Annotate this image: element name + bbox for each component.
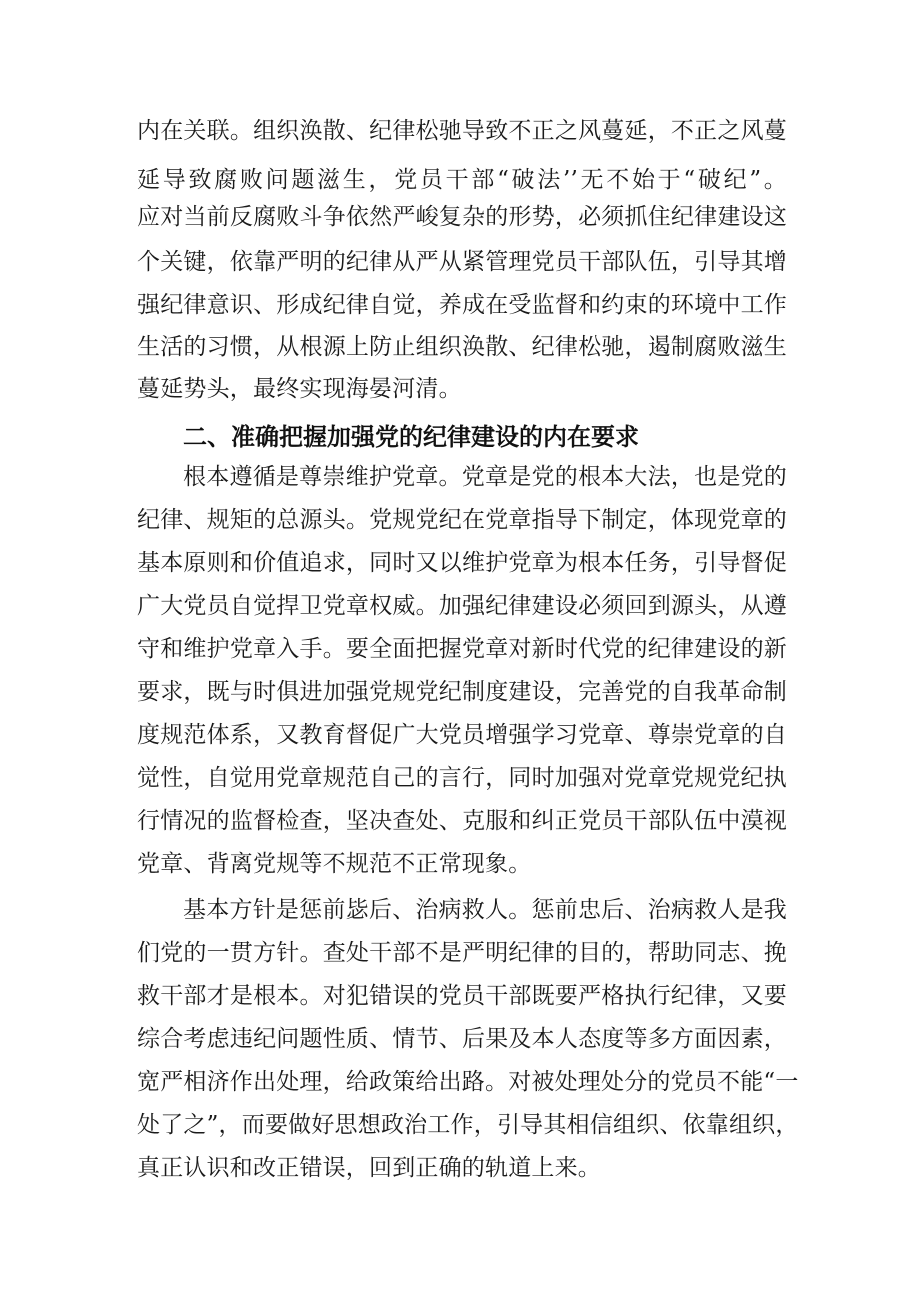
paragraph-line: 纪律、规矩的总源头。党规党纪在党章指导下制定，体现党章的	[137, 507, 787, 533]
paragraph-line: 救干部才是根本。对犯错误的党员干部既要严格执行纪律，又要	[137, 983, 787, 1009]
paragraph-line: 个关键，依靠严明的纪律从严从紧管理党员干部队伍，引导其增	[137, 249, 787, 275]
paragraph-line: 广大党员自觉捍卫党章权威。加强纪律建设必须回到源头，从遵	[137, 593, 787, 619]
paragraph-line: 根本遵循是尊崇维护党章。党章是党的根本大法，也是党的	[183, 464, 787, 490]
paragraph-line: 觉性，自觉用党章规范自己的言行，同时加强对党章党规党纪执	[137, 765, 787, 791]
paragraph-line: 生活的习惯，从根源上防止组织涣散、纪律松驰，遏制腐败滋生	[137, 334, 787, 360]
paragraph-line: 综合考虑违纪问题性质、情节、后果及本人态度等多方面因素，	[137, 1026, 787, 1052]
paragraph-line: 要求，既与时俱进加强党规党纪制度建设，完善党的自我革命制	[137, 679, 787, 705]
paragraph-line: 党章、背离党规等不规范不正常现象。	[137, 851, 532, 877]
paragraph-line: 基本原则和价值追求，同时又以维护党章为根本任务，引导督促	[137, 550, 787, 576]
paragraph-line: 强纪律意识、形成纪律自觉，养成在受监督和约束的环境中工作	[137, 292, 787, 318]
paragraph-line: 真正认识和改正错误，回到正确的轨道上来。	[137, 1155, 601, 1181]
paragraph-line: 守和维护党章入手。要全面把握党章对新时代党的纪律建设的新	[137, 636, 787, 662]
paragraph-line: 们党的一贯方针。查处干部不是严明纪律的目的，帮助同志、挽	[137, 940, 787, 966]
paragraph-line: 延导致腐败问题滋生，党员干部“破法’’无不始于“破纪”。	[137, 167, 787, 193]
paragraph-line: 度规范体系，又教育督促广大党员增强学习党章、尊崇党章的自	[137, 722, 787, 748]
paragraph-line: 行情况的监督检查，坚决查处、克服和纠正党员干部队伍中漠视	[137, 808, 787, 834]
paragraph-line: 内在关联。组织涣散、纪律松驰导致不正之风蔓延，不正之风蔓	[137, 118, 787, 144]
section-heading: 二、准确把握加强党的纪律建设的内在要求	[183, 423, 639, 451]
paragraph-line: 蔓延势头，最终实现海晏河清。	[137, 376, 462, 402]
paragraph-line: 处了之”，而要做好思想政治工作，引导其相信组织、依靠组织，	[137, 1112, 799, 1138]
paragraph-line: 宽严相济作出处理，给政策给出路。对被处理处分的党员不能“一	[137, 1069, 799, 1095]
paragraph-line: 应对当前反腐败斗争依然严峻复杂的形势，必须抓住纪律建设这	[137, 204, 787, 230]
paragraph-line: 基本方针是惩前毖后、治病救人。惩前忠后、治病救人是我	[183, 897, 787, 923]
